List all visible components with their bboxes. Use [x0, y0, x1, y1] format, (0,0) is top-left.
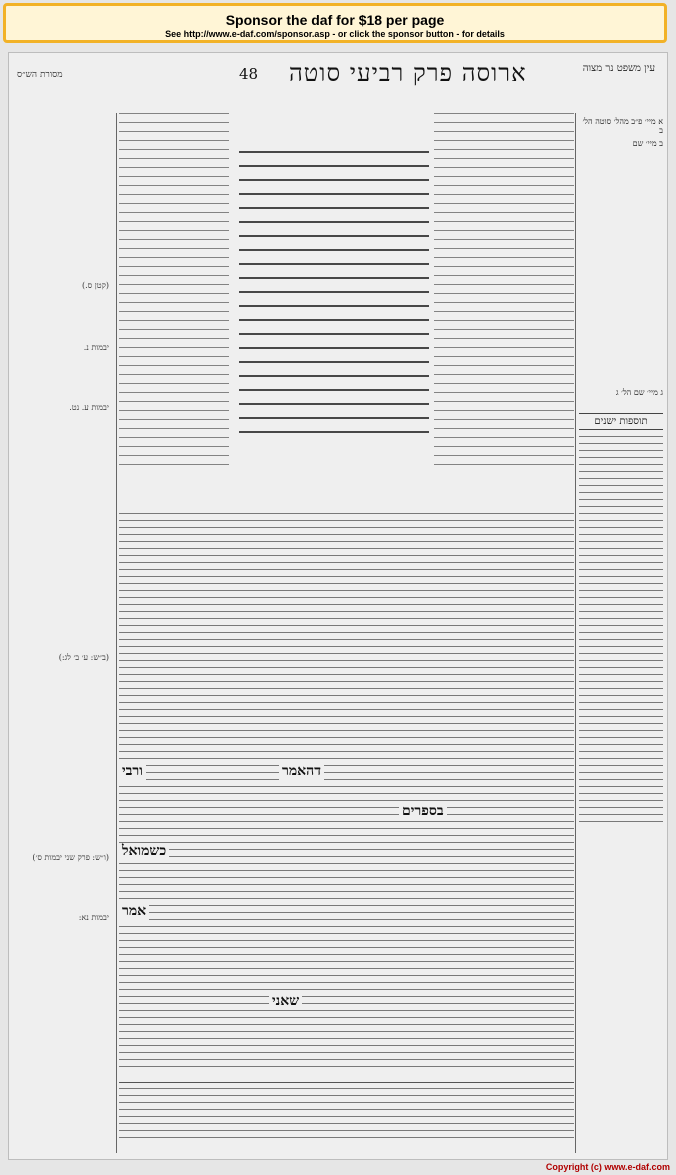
- margin-note: (קטן ס.): [81, 281, 109, 290]
- page-number: 48: [239, 65, 259, 83]
- left-margin-column: [15, 113, 115, 1153]
- tosafot-commentary: [119, 113, 229, 473]
- page-header: [9, 59, 667, 93]
- bold-word: אמר: [119, 903, 149, 920]
- page-title: ארוסה פרק רביעי סוטה: [289, 59, 527, 87]
- gemara-text-block: [239, 151, 429, 445]
- rashi-commentary: [434, 113, 574, 473]
- bold-word: כשמואל: [119, 843, 169, 860]
- right-margin-column: [579, 113, 663, 1153]
- margin-note: (ו״ש: פרק שני יבמות ס׳): [32, 853, 109, 862]
- ein-mishpat-note: ב מיי׳ שם: [632, 139, 663, 148]
- commentary-wide-block: [119, 513, 574, 1073]
- sponsor-banner[interactable]: [3, 3, 667, 43]
- footnotes-block: [119, 1088, 574, 1144]
- ein-mishpat-note: א מיי׳ פ״ב מהל׳ סוטה הל׳ ב: [582, 117, 663, 135]
- main-text-area: [119, 113, 574, 1153]
- talmud-page: [8, 52, 668, 1160]
- bold-word: דהאמר: [279, 763, 324, 780]
- bold-word: שאני: [269, 993, 302, 1010]
- ein-mishpat-note: ג מיי׳ שם הל׳ ג: [615, 388, 663, 397]
- margin-note: יבמות נא:: [78, 913, 109, 922]
- bold-word: ורבי: [119, 763, 146, 780]
- sponsor-headline[interactable]: Sponsor the daf for $18 per page: [225, 12, 445, 28]
- margin-note: יבמות ע. נט.: [69, 403, 109, 412]
- tosafot-yeshanim-heading: תוספות ישנים: [579, 413, 663, 430]
- margin-note: יבמות נ.: [83, 343, 109, 352]
- sponsor-details[interactable]: See http://www.e-daf.com/sponsor.asp - or click the sponsor button - for details: [165, 29, 505, 39]
- margin-heading-right: עין משפט נר מצוה: [582, 63, 655, 74]
- copyright-notice[interactable]: Copyright (c) www.e-daf.com: [545, 1162, 670, 1172]
- margin-note: (ב״ש: ע׳ ב׳ לג:): [58, 653, 109, 662]
- margin-heading-left: מסורת הש״ס: [17, 70, 63, 80]
- bold-word: בספרים: [399, 803, 447, 820]
